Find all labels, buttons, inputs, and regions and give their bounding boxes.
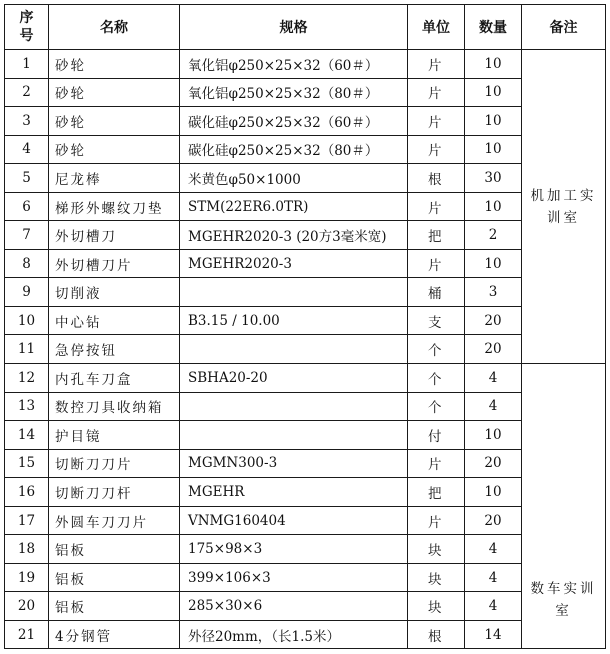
row-number: 21 (5, 620, 49, 649)
table-row (5, 592, 606, 621)
item-qty: 4 (465, 535, 522, 564)
table-row (5, 278, 606, 307)
item-name: 护目镜 (49, 421, 180, 450)
item-unit: 支 (408, 306, 465, 335)
item-name: 切断刀刀片 (49, 449, 180, 478)
header-spec: 规格 (180, 5, 408, 50)
item-spec: 外径20mm，（长1.5米） (180, 620, 408, 649)
item-unit: 块 (408, 535, 465, 564)
item-qty: 20 (465, 449, 522, 478)
item-qty: 10 (465, 421, 522, 450)
item-spec: MGMN300-3 (180, 449, 408, 478)
row-number: 4 (5, 135, 49, 164)
item-spec: 碳化硅φ250×25×32（60＃） (180, 107, 408, 136)
item-unit: 把 (408, 478, 465, 507)
item-spec (180, 392, 408, 421)
item-qty: 20 (465, 335, 522, 364)
row-number: 9 (5, 278, 49, 307)
item-spec: 175×98×3 (180, 535, 408, 564)
row-number: 8 (5, 249, 49, 278)
item-spec (180, 421, 408, 450)
item-name: 砂轮 (49, 50, 180, 79)
item-qty: 3 (465, 278, 522, 307)
item-qty: 4 (465, 364, 522, 393)
row-number: 13 (5, 392, 49, 421)
table-row (5, 563, 606, 592)
item-qty: 20 (465, 506, 522, 535)
item-name: 外圆车刀刀片 (49, 506, 180, 535)
item-unit: 片 (408, 107, 465, 136)
header-qty: 数量 (465, 5, 522, 50)
row-number: 6 (5, 192, 49, 221)
row-number: 17 (5, 506, 49, 535)
item-name: 切断刀刀杆 (49, 478, 180, 507)
item-unit: 桶 (408, 278, 465, 307)
table-row (5, 306, 606, 335)
item-name: 铝板 (49, 563, 180, 592)
header-remark: 备注 (522, 5, 606, 50)
item-spec: 氧化铝φ250×25×32（80＃） (180, 78, 408, 107)
item-qty: 14 (465, 620, 522, 649)
item-spec: B3.15 / 10.00 (180, 306, 408, 335)
remark-group-1: 机加工实训室 (522, 50, 606, 364)
item-spec: 399×106×3 (180, 563, 408, 592)
item-spec: SBHA20-20 (180, 364, 408, 393)
item-unit: 根 (408, 164, 465, 193)
item-unit: 片 (408, 192, 465, 221)
row-number: 14 (5, 421, 49, 450)
item-name: 4分钢管 (49, 620, 180, 649)
row-number: 18 (5, 535, 49, 564)
remark-group-2: 数车实训室 (522, 364, 606, 649)
item-unit: 块 (408, 592, 465, 621)
header-seq-line1: 序 (19, 10, 34, 26)
item-qty: 4 (465, 392, 522, 421)
item-qty: 2 (465, 221, 522, 250)
item-qty: 4 (465, 563, 522, 592)
header-name: 名称 (49, 5, 180, 50)
item-name: 切削液 (49, 278, 180, 307)
item-name: 急停按钮 (49, 335, 180, 364)
item-spec: 碳化硅φ250×25×32（80＃） (180, 135, 408, 164)
header-seq (5, 5, 49, 50)
item-name: 砂轮 (49, 135, 180, 164)
item-qty: 10 (465, 249, 522, 278)
item-name: 梯形外螺纹刀垫 (49, 192, 180, 221)
item-name: 铝板 (49, 535, 180, 564)
item-qty: 10 (465, 478, 522, 507)
item-spec: MGEHR2020-3 (180, 249, 408, 278)
item-unit: 个 (408, 392, 465, 421)
table-row (5, 478, 606, 507)
table-row (5, 392, 606, 421)
table-row (5, 192, 606, 221)
row-number: 12 (5, 364, 49, 393)
item-qty: 10 (465, 78, 522, 107)
item-name: 铝板 (49, 592, 180, 621)
item-unit: 把 (408, 221, 465, 250)
table-row (5, 249, 606, 278)
item-unit: 片 (408, 249, 465, 278)
row-number: 15 (5, 449, 49, 478)
row-number: 16 (5, 478, 49, 507)
item-unit: 片 (408, 506, 465, 535)
item-unit: 片 (408, 449, 465, 478)
item-qty: 10 (465, 135, 522, 164)
row-number: 1 (5, 50, 49, 79)
item-name: 外切槽刀片 (49, 249, 180, 278)
item-qty: 10 (465, 50, 522, 79)
header-unit: 单位 (408, 5, 465, 50)
table-row (5, 335, 606, 364)
item-qty: 10 (465, 192, 522, 221)
item-unit: 个 (408, 364, 465, 393)
header-seq-line2: 号 (19, 28, 34, 44)
header-row (5, 5, 606, 50)
row-number: 5 (5, 164, 49, 193)
item-unit: 根 (408, 620, 465, 649)
item-spec: 氧化铝φ250×25×32（60＃） (180, 50, 408, 79)
item-spec (180, 278, 408, 307)
table-row (5, 449, 606, 478)
item-unit: 片 (408, 135, 465, 164)
table-row (5, 620, 606, 649)
item-spec: VNMG160404 (180, 506, 408, 535)
item-spec (180, 335, 408, 364)
item-name: 砂轮 (49, 107, 180, 136)
item-name: 中心钻 (49, 306, 180, 335)
table-row (5, 135, 606, 164)
table-row (5, 506, 606, 535)
table-row (5, 221, 606, 250)
row-number: 19 (5, 563, 49, 592)
table-row (5, 535, 606, 564)
item-name: 外切槽刀 (49, 221, 180, 250)
table-row (5, 107, 606, 136)
item-qty: 10 (465, 107, 522, 136)
item-qty: 30 (465, 164, 522, 193)
item-unit: 片 (408, 78, 465, 107)
item-spec: MGEHR (180, 478, 408, 507)
table-row (5, 421, 606, 450)
row-number: 3 (5, 107, 49, 136)
item-spec: 米黄色φ50×1000 (180, 164, 408, 193)
item-spec: 285×30×6 (180, 592, 408, 621)
item-unit: 付 (408, 421, 465, 450)
row-number: 2 (5, 78, 49, 107)
item-spec: MGEHR2020-3 (20方3毫米宽) (180, 221, 408, 250)
row-number: 20 (5, 592, 49, 621)
item-unit: 块 (408, 563, 465, 592)
row-number: 10 (5, 306, 49, 335)
item-name: 尼龙棒 (49, 164, 180, 193)
table-row (5, 164, 606, 193)
item-qty: 20 (465, 306, 522, 335)
item-unit: 片 (408, 50, 465, 79)
row-number: 7 (5, 221, 49, 250)
item-name: 数控刀具收纳箱 (49, 392, 180, 421)
item-name: 内孔车刀盒 (49, 364, 180, 393)
item-unit: 个 (408, 335, 465, 364)
materials-table (4, 4, 606, 649)
item-spec: STM(22ER6.0TR) (180, 192, 408, 221)
table-body (5, 50, 606, 649)
table-row (5, 50, 606, 79)
item-name: 砂轮 (49, 78, 180, 107)
table-row (5, 364, 606, 393)
item-qty: 4 (465, 592, 522, 621)
table-row (5, 78, 606, 107)
row-number: 11 (5, 335, 49, 364)
